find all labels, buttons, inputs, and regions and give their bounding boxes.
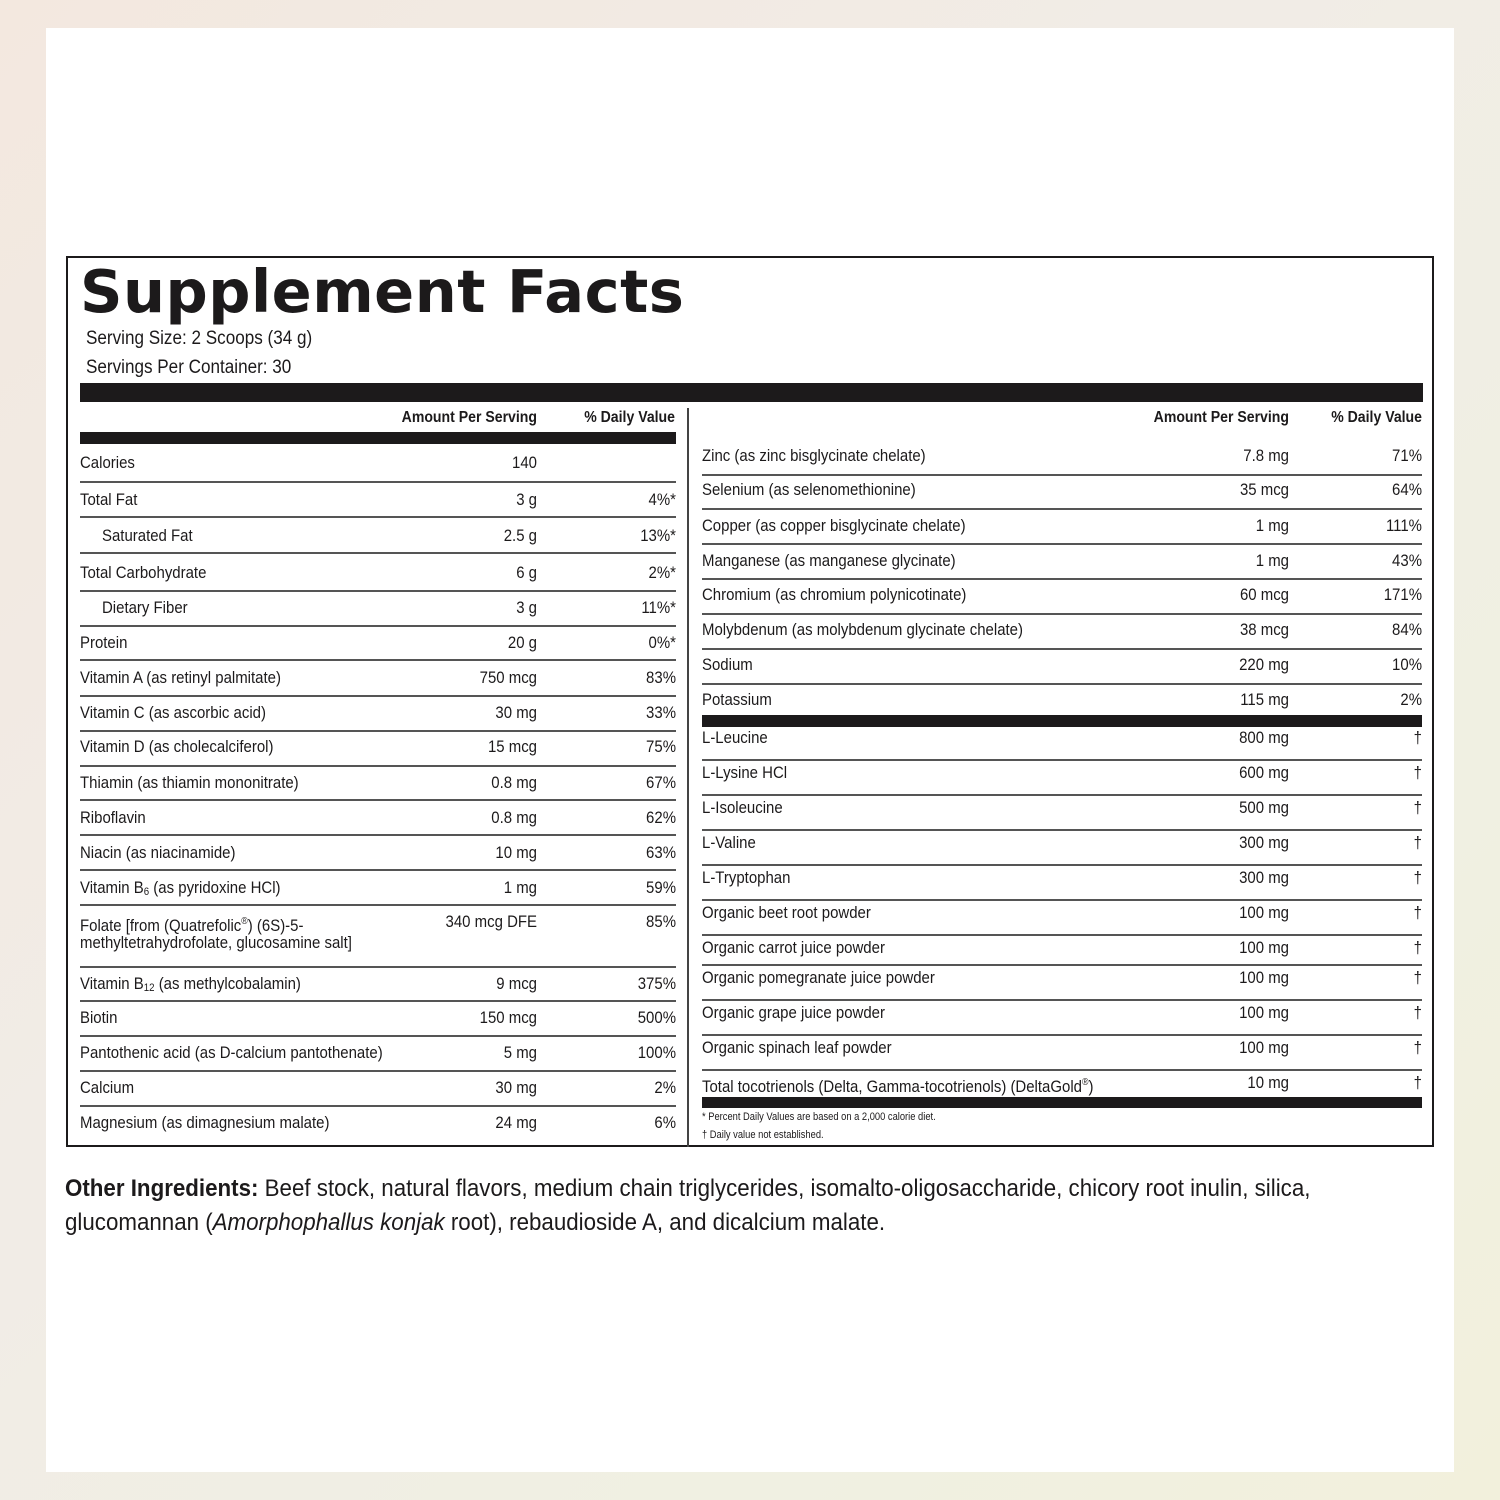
right-nutrient-name: Potassium [702,690,772,709]
right-nutrient-name [702,1073,1093,1097]
right-nutrient-amount: 100 mg [1239,903,1289,922]
left-row-rule [80,966,676,968]
left-nutrient-dv: 2% [654,1078,676,1097]
right-nutrient-amount: 220 mg [1239,655,1289,674]
right-nutrient-dv: 43% [1392,551,1422,570]
right-nutrient-dv: 10% [1392,655,1422,674]
right-nutrient-name: L-Valine [702,833,756,852]
left-nutrient-dv: 0%* [648,633,676,652]
left-nutrient-amount: 0.8 mg [491,808,537,827]
left-nutrient-dv: 13%* [640,526,676,545]
left-row-rule [80,1105,676,1107]
right-row-rule [702,864,1422,866]
left-nutrient-amount: 750 mcg [479,668,537,687]
name-part-a: Vitamin B [80,878,144,897]
name-part-a: Folate [from (Quatrefolic [80,916,242,935]
left-amount-header: Amount Per Serving [401,409,537,426]
right-nutrient-amount: 100 mg [1239,968,1289,987]
left-row-rule [80,625,676,627]
right-nutrient-amount: 100 mg [1239,1038,1289,1057]
right-nutrient-name: Organic grape juice powder [702,1003,885,1022]
right-nutrient-dv: † [1413,833,1422,852]
left-row-rule [80,904,676,906]
right-nutrient-amount: 10 mg [1247,1073,1289,1092]
right-row-rule [702,794,1422,796]
left-nutrient-amount: 20 g [507,633,537,652]
right-nutrient-dv: 84% [1392,620,1422,639]
right-nutrient-dv: † [1413,968,1422,987]
left-nutrient-name: Vitamin A (as retinyl palmitate) [80,668,281,687]
right-nutrient-dv: 71% [1392,446,1422,465]
left-nutrient-dv: 2%* [648,563,676,582]
left-nutrient-dv: 62% [646,808,676,827]
right-nutrient-name: Copper (as copper bisglycinate chelate) [702,516,966,535]
name-subscript: 6 [143,886,150,898]
right-nutrient-amount: 300 mg [1239,833,1289,852]
right-dv-header: % Daily Value [1331,409,1422,426]
left-nutrient-dv: 83% [646,668,676,687]
left-header-bar [80,432,676,444]
left-nutrient-name: Calories [80,453,135,472]
left-nutrient-amount: 3 g [516,490,537,509]
left-row-rule [80,730,676,732]
right-nutrient-name: Manganese (as manganese glycinate) [702,551,956,570]
left-nutrient-amount: 9 mcg [496,974,537,993]
right-row-rule [702,613,1422,615]
panel-title: Supplement Facts [80,257,685,326]
left-nutrient-name-line2: methyltetrahydrofolate, glucosamine salt] [80,933,352,952]
left-row-rule [80,834,676,836]
left-nutrient-dv: 4%* [648,490,676,509]
right-nutrient-name: Zinc (as zinc bisglycinate chelate) [702,446,926,465]
other-ingredients-label: Other Ingredients: [65,1175,259,1202]
name-subscript: 12 [143,982,155,994]
left-row-rule [80,765,676,767]
other-ingredients-italic: Amorphophallus konjak [212,1209,445,1236]
right-row-rule [702,964,1422,966]
left-nutrient-name: Niacin (as niacinamide) [80,843,236,862]
right-nutrient-amount: 1 mg [1255,551,1289,570]
right-nutrient-dv: 64% [1392,480,1422,499]
serving-size: Serving Size: 2 Scoops (34 g) [86,328,313,349]
name-part-a: Total tocotrienols (Delta, Gamma-tocotrienols) (DeltaGold [702,1077,1082,1096]
right-row-rule [702,683,1422,685]
left-nutrient-amount: 5 mg [503,1043,537,1062]
left-nutrient-amount: 30 mg [495,1078,537,1097]
right-row-rule [702,474,1422,476]
left-nutrient-amount: 150 mcg [479,1008,537,1027]
right-row-rule [702,1034,1422,1036]
right-nutrient-dv: † [1413,798,1422,817]
left-nutrient-name: Saturated Fat [102,526,193,545]
right-nutrient-dv: † [1413,938,1422,957]
left-nutrient-dv: 75% [646,737,676,756]
left-row-rule [80,516,676,518]
right-nutrient-amount: 800 mg [1239,728,1289,747]
footnote-percent: * Percent Daily Values are based on a 2,000 calorie diet. [702,1111,936,1123]
right-nutrient-amount: 7.8 mg [1243,446,1289,465]
right-nutrient-dv: † [1413,763,1422,782]
left-nutrient-name: Total Fat [80,490,138,509]
right-nutrient-dv: 2% [1400,690,1422,709]
right-row-rule [702,999,1422,1001]
right-nutrient-amount: 300 mg [1239,868,1289,887]
right-nutrient-dv: † [1413,1073,1422,1092]
right-nutrient-dv: † [1413,868,1422,887]
left-nutrient-amount: 24 mg [495,1113,537,1132]
left-nutrient-amount: 340 mcg DFE [445,912,537,931]
right-row-rule [702,899,1422,901]
left-nutrient-dv: 100% [637,1043,676,1062]
right-nutrient-name: Sodium [702,655,753,674]
left-row-rule [80,552,676,554]
left-row-rule [80,1035,676,1037]
left-nutrient-name: Thiamin (as thiamin mononitrate) [80,773,299,792]
left-nutrient-dv: 63% [646,843,676,862]
right-nutrient-dv: 171% [1383,585,1422,604]
left-nutrient-amount: 30 mg [495,703,537,722]
right-bottom-bar [702,1097,1422,1108]
left-nutrient-amount: 1 mg [503,878,537,897]
right-nutrient-dv: † [1413,903,1422,922]
right-nutrient-amount: 115 mg [1240,690,1289,709]
right-amount-header: Amount Per Serving [1153,409,1289,426]
left-row-rule [80,659,676,661]
right-nutrient-amount: 100 mg [1239,938,1289,957]
left-nutrient-amount: 140 [512,453,537,472]
left-nutrient-dv: 33% [646,703,676,722]
left-nutrient-name: Dietary Fiber [102,598,188,617]
right-nutrient-name: L-Lysine HCl [702,763,788,782]
left-nutrient-name: Calcium [80,1078,135,1097]
right-nutrient-name: L-Tryptophan [702,868,791,887]
column-divider [687,408,689,1147]
right-nutrient-name: Organic spinach leaf powder [702,1038,892,1057]
right-row-rule [702,543,1422,545]
name-part-a: Vitamin B [80,974,144,993]
left-nutrient-dv: 6% [654,1113,676,1132]
left-row-rule [80,590,676,592]
left-nutrient-amount: 15 mcg [487,737,537,756]
left-nutrient-dv: 67% [646,773,676,792]
left-nutrient-amount: 10 mg [495,843,537,862]
right-nutrient-name: Organic pomegranate juice powder [702,968,935,987]
left-nutrient-dv: 85% [646,912,676,931]
right-nutrient-dv: † [1413,1003,1422,1022]
servings-per-container: Servings Per Container: 30 [86,357,292,378]
left-nutrient-dv: 375% [637,974,676,993]
left-nutrient-amount: 6 g [516,563,537,582]
left-nutrient-name: Vitamin C (as ascorbic acid) [80,703,266,722]
name-superscript: ® [241,916,248,927]
right-nutrient-name: Chromium (as chromium polynicotinate) [702,585,967,604]
left-nutrient-amount: 0.8 mg [491,773,537,792]
other-ingredients [65,1172,1441,1240]
left-nutrient-amount: 2.5 g [503,526,537,545]
left-nutrient-amount: 3 g [516,598,537,617]
footnote-dagger: † Daily value not established. [702,1129,824,1141]
right-nutrient-dv: 111% [1385,516,1422,535]
right-nutrient-amount: 100 mg [1239,1003,1289,1022]
left-nutrient-name [80,878,281,902]
right-row-rule [702,934,1422,936]
right-nutrient-dv: † [1413,728,1422,747]
right-nutrient-amount: 500 mg [1239,798,1289,817]
right-row-rule [702,578,1422,580]
right-nutrient-amount: 35 mcg [1239,480,1289,499]
left-nutrient-name: Pantothenic acid (as D-calcium pantothenate) [80,1043,383,1062]
right-row-rule [702,759,1422,761]
left-nutrient-name: Total Carbohydrate [80,563,207,582]
right-row-rule [702,829,1422,831]
left-nutrient-name [80,974,301,998]
name-part-b: ) (6S)-5- [247,916,304,935]
left-nutrient-name: Biotin [80,1008,118,1027]
left-row-rule [80,869,676,871]
left-dv-header: % Daily Value [584,409,675,426]
right-row-rule [702,648,1422,650]
left-nutrient-name: Riboflavin [80,808,146,827]
right-nutrient-name: Organic beet root powder [702,903,871,922]
left-nutrient-name: Vitamin D (as cholecalciferol) [80,737,274,756]
left-nutrient-name: Magnesium (as dimagnesium malate) [80,1113,330,1132]
name-superscript: ® [1081,1077,1089,1088]
right-nutrient-name: Organic carrot juice powder [702,938,885,957]
right-nutrient-dv: † [1413,1038,1422,1057]
right-nutrient-amount: 38 mcg [1239,620,1289,639]
right-nutrient-name: Selenium (as selenomethionine) [702,480,916,499]
name-part-b: (as pyridoxine HCl) [149,878,281,897]
left-row-rule [80,481,676,483]
right-nutrient-amount: 1 mg [1255,516,1289,535]
left-row-rule [80,799,676,801]
right-nutrient-amount: 60 mcg [1239,585,1289,604]
right-mid-bar [702,715,1422,727]
name-part-b: ) [1088,1077,1094,1096]
left-row-rule [80,695,676,697]
left-nutrient-dv: 59% [646,878,676,897]
left-nutrient-name: Protein [80,633,128,652]
right-nutrient-name: L-Leucine [702,728,768,747]
right-nutrient-name: Molybdenum (as molybdenum glycinate chelate) [702,620,1023,639]
other-ingredients-text-a: Beef stock, natural flavors, medium chain triglycerides, isomalto-oligosaccharide, chicory root inulin, silica, glucomannan ( [65,1175,1311,1236]
top-thick-bar [80,383,1423,402]
left-row-rule [80,1000,676,1002]
right-nutrient-amount: 600 mg [1239,763,1289,782]
right-nutrient-name: L-Isoleucine [702,798,783,817]
left-row-rule [80,1070,676,1072]
name-part-b: (as methylcobalamin) [154,974,301,993]
left-nutrient-dv: 500% [637,1008,676,1027]
right-row-rule [702,1069,1422,1071]
left-nutrient-dv: 11%* [641,598,676,617]
right-row-rule [702,508,1422,510]
other-ingredients-text-b: root), rebaudioside A, and dicalcium malate. [444,1209,886,1236]
